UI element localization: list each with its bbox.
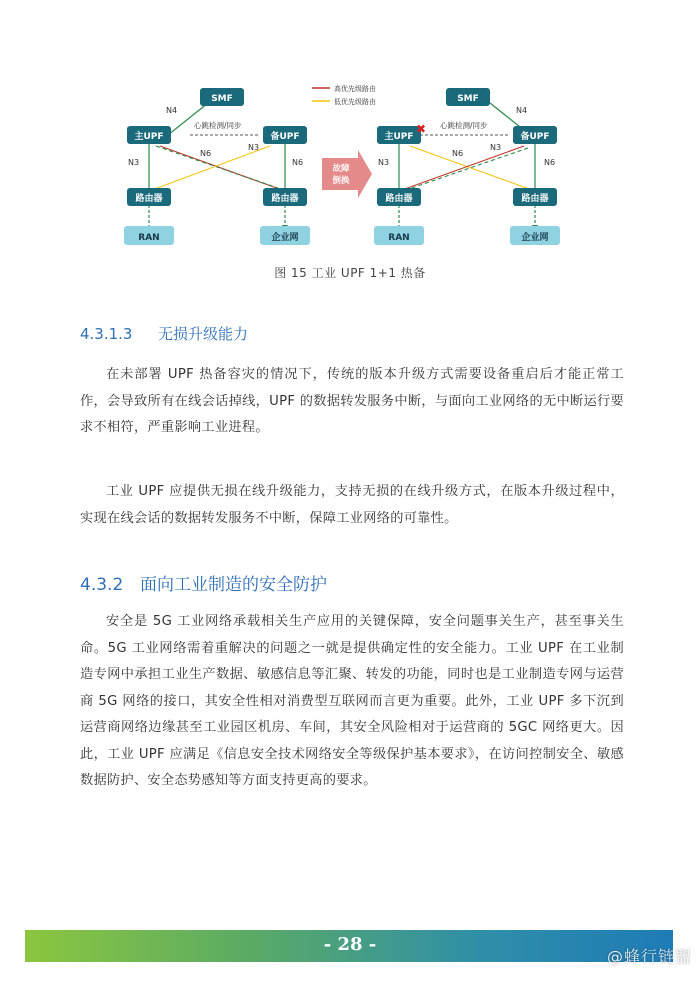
right-smf-label: SMF [457, 94, 479, 104]
section-number: 4.3.1.3 [80, 325, 133, 343]
failure-x-icon: ✖ [415, 122, 427, 136]
watermark: @蜂行链盟 [606, 947, 692, 966]
left-n6-label-b: N6 [292, 158, 304, 167]
failover-label-2: 倒换 [332, 176, 350, 186]
left-backup-upf-label: 备UPF [270, 132, 300, 142]
right-main-upf-label: 主UPF [384, 132, 414, 142]
left-n6-label-a: N6 [200, 149, 212, 158]
right-n3-label-b: N3 [490, 143, 502, 152]
failover-arrow [322, 150, 372, 198]
section-4-3-1-3-heading [80, 323, 248, 344]
left-ran-label: RAN [138, 233, 160, 243]
section-4-3-2-heading [80, 570, 327, 595]
failover-arrow-shape [322, 150, 372, 198]
right-n6-label-a: N6 [452, 149, 464, 158]
left-n4-label: N4 [166, 106, 178, 115]
left-n3-label-b: N3 [248, 143, 260, 152]
left-n3-label-a: N3 [128, 158, 140, 167]
right-router-a-label: 路由器 [385, 194, 413, 204]
legend-high-label: 高优先级路由 [334, 85, 376, 93]
right-topology [374, 88, 560, 245]
failover-label-1: 故障 [332, 164, 350, 174]
paragraph-lossless-upgrade-requirement: 工业 UPF 应提供无损在线升级能力，支持无损的在线升级方式，在版本升级过程中，实现在线会话的数据转发服务不中断，保障工业网络的可靠性。 [80, 484, 624, 526]
left-router-a-label: 路由器 [135, 194, 163, 204]
right-router-b-label: 路由器 [521, 194, 549, 204]
diagram-svg [0, 70, 700, 260]
figure-caption: 图 15 工业 UPF 1+1 热备 [274, 266, 426, 280]
legend-low-label: 低优先级路由 [334, 98, 376, 106]
section-title: 面向工业制造的安全防护 [140, 575, 327, 595]
right-n4-label: N4 [516, 106, 528, 115]
left-enterprise-label: 企业网 [271, 233, 299, 243]
paragraph-lossless-upgrade-problem: 在未部署 UPF 热备容灾的情况下，传统的版本升级方式需要设备重启后才能正常工作，会导致所有在线会话掉线，UPF 的数据转发服务中断，与面向工业网络的无中断运行要求不相符，严重影响工业进程。 [80, 367, 624, 435]
left-smf-label: SMF [211, 94, 233, 104]
right-heartbeat-label: 心跳检测/同步 [440, 121, 488, 130]
upf-hot-standby-diagram [0, 70, 700, 260]
section-number: 4.3.2 [80, 575, 124, 595]
left-router-b-label: 路由器 [271, 194, 299, 204]
page-number: - 28 - [323, 934, 377, 955]
right-n3-label-a: N3 [378, 158, 390, 167]
right-enterprise-label: 企业网 [521, 233, 549, 243]
section-title: 无损升级能力 [158, 325, 249, 343]
right-active-path [406, 148, 528, 190]
right-backup-upf-label: 备UPF [520, 132, 550, 142]
left-heartbeat-label: 心跳检测/同步 [194, 121, 242, 130]
right-ran-label: RAN [388, 233, 410, 243]
left-topology [124, 88, 310, 245]
right-n6-label-b: N6 [544, 158, 556, 167]
paragraph-security-protection: 安全是 5G 工业网络承载相关生产应用的关键保障，安全问题事关生产，甚至事关生命。5G 工业网络需着重解决的问题之一就是提供确定性的安全能力。工业 UPF 在工业制造专网中承担工业生产数据、敏感信息等汇聚、转发的功能，同时也是工业制造专网与运营商 5G 网络的接口，其安全性相对消费型互联网而言更为重要。此外，工业 UPF 多下沉到运营商网络边缘甚至工业园区机房、车间，其安全风险相对于运营商的 5GC 网络更大。因此，工业 UPF 应满足《信息安全技术网络安全等级保护基本要求》，在访问控制安全、敏感数据防护、安全态势感知等方面支持更高的要求。 [80, 614, 624, 788]
left-main-upf-label: 主UPF [134, 132, 164, 142]
